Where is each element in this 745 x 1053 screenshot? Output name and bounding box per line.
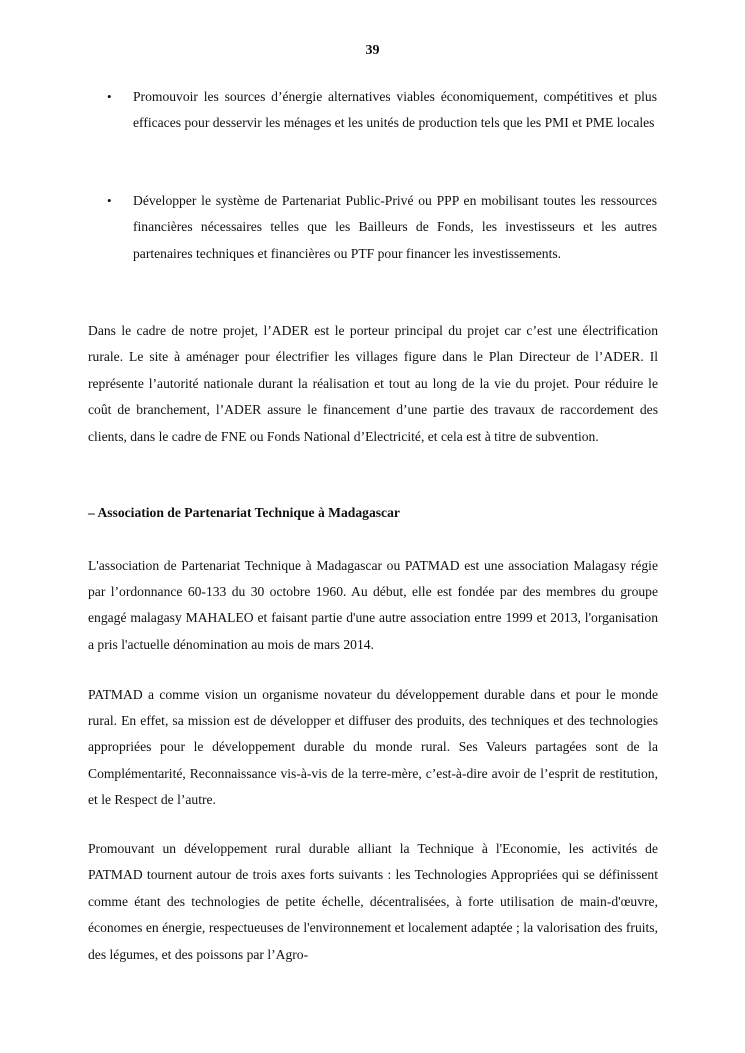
bullet-icon: • [107, 89, 112, 104]
bullet-icon: • [107, 193, 112, 208]
bullet-text: Développer le système de Partenariat Public-Privé ou PPP en mobilisant toutes les ressources financières nécessaires telles que les Bailleurs de Fonds, les investisseurs et les autres partenaires techniques et financières ou PTF pour financer les investissements. [133, 193, 657, 261]
bullet-item-ppp [107, 188, 657, 267]
bullet-text: Promouvoir les sources d’énergie alternatives viables économiquement, compétitives et plus efficaces pour desservir les ménages et les unités de production tels que les PMI et PME locales [133, 89, 657, 131]
bullet-item-energy [107, 84, 657, 137]
paragraph-patmad-intro: L'association de Partenariat Technique à Madagascar ou PATMAD est une association Malagasy régie par l’ordonnance 60-133 du 30 octobre 1960. Au début, elle est fondée par des membres du groupe engagé malagasy MAHALEO et faisant partie d'une autre association entre 1999 et 2013, l'organisation a pris l'actuelle dénomination au mois de mars 2014. [88, 558, 658, 652]
paragraph-patmad-vision: PATMAD a comme vision un organisme novateur du développement durable dans et pour le monde rural. En effet, sa mission est de développer et diffuser des produits, des techniques et des technologies appropriées pour le développement durable du monde rural. Ses Valeurs partagées sont de la Complémentarité, Reconnaissance vis-à-vis de la terre-mère, c’est-à-dire avoir de l’esprit de restitution, et le Respect de l’autre. [88, 687, 658, 807]
paragraph-patmad-activities: Promouvant un développement rural durable alliant la Technique à l'Economie, les activités de PATMAD tournent autour de trois axes forts suivants : les Technologies Appropriées qui se définissent comme étant des technologies de petite échelle, décentralisées, à forte utilisation de main-d'œuvre, économes en énergie, respectueuses de l'environnement et localement adaptée ; la valorisation des fruits, des légumes, et des poissons par l’Agro- [88, 841, 658, 962]
page-number: 39 [365, 43, 380, 58]
paragraph-ader: Dans le cadre de notre projet, l’ADER est le porteur principal du projet car c’est une électrification rurale. Le site à aménager pour électrifier les villages figure dans le Plan Directeur de l’ADER. Il représente l’autorité nationale durant la réalisation et tout au long de la vie du projet. Pour réduire le coût de branchement, l’ADER assure le financement d’une partie des travaux de raccordement des clients, dans le cadre de FNE ou Fonds National d’Electricité, et cela est à titre de subvention. [88, 323, 658, 444]
section-heading: – Association de Partenariat Technique à Madagascar [88, 505, 400, 520]
